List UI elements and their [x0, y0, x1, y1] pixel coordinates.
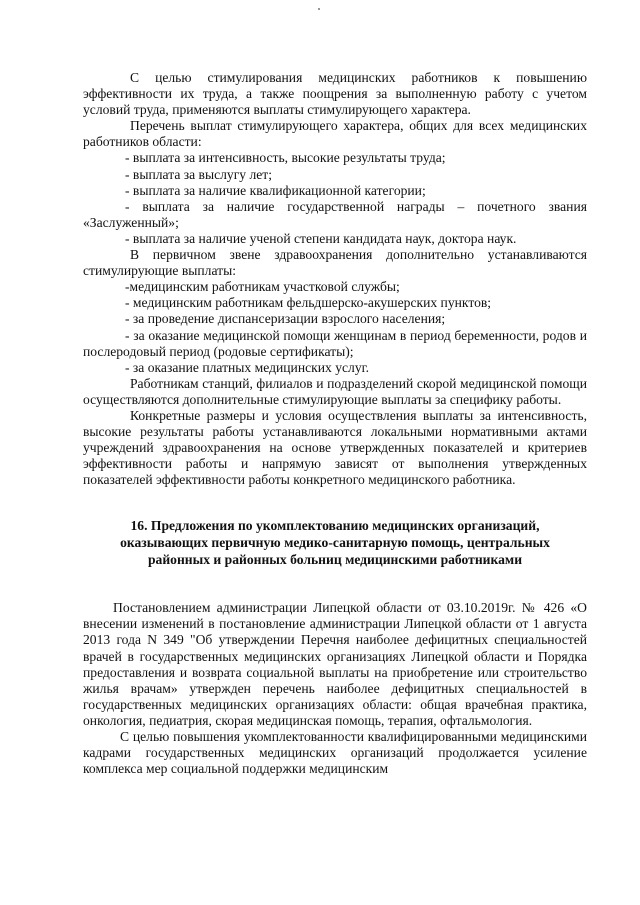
list-item: - выплата за наличие государственной награды – почетного звания «Заслуженный»;	[83, 198, 587, 230]
list-item: - выплата за выслугу лет;	[125, 166, 273, 182]
paragraph-primary-care-intro: В первичном звене здравоохранения дополнительно устанавливаются стимулирующие выплаты:	[83, 247, 587, 279]
list-item: - выплата за интенсивность, высокие результаты труда;	[125, 150, 446, 166]
paragraph-stimulation-purpose: С целью стимулирования медицинских работников к повышению эффективности их труда, а также поощрения за выполненную работу с учетом условий труда, применяются выплаты стимулирующего характера.	[83, 70, 587, 118]
list-item: - за оказание медицинской помощи женщинам в период беременности, родов и послеродовый период (родовые сертификаты);	[83, 327, 587, 359]
paragraph-ambulance-payments: Работникам станций, филиалов и подразделений скорой медицинской помощи осуществляются дополнительные стимулирующие выплаты за специфику работы.	[83, 375, 587, 407]
section-heading: 16. Предложения по укомплектованию медицинских организаций, оказывающих первичную медико-санитарную помощь, центральных районных и районных больниц медицинскими работниками	[120, 518, 550, 567]
paragraph-payment-conditions: Конкретные размеры и условия осуществления выплаты за интенсивность, высокие результаты работы устанавливаются локальными нормативными актами учреждений здравоохранения на основе утвержденных показателей и критериев эффективности работы и напрямую зависят от выполнения утвержденных показателей эффективности работы конкретного медицинского работника.	[83, 407, 587, 488]
scan-speck	[318, 8, 320, 10]
list-common-payments	[83, 150, 587, 247]
list-item: - за оказание платных медицинских услуг.	[125, 359, 370, 375]
paragraph-resolution: Постановлением администрации Липецкой области от 03.10.2019г. № 426 «О внесении изменений в постановление администрации Липецкой области от 1 августа 2013 года N 349 "Об утверждении Перечня наиболее дефицитных специальностей врачей в государственных медицинских организациях Липецкой области и Порядка предоставления и возврата социальной выплаты на приобретение или строительство жилья врачам» утвержден перечень наиболее дефицитных специальностей в государственных медицинских организациях области: общая врачебная практика, онкология, педиатрия, скорая медицинская помощь, терапия, офтальмология.	[83, 600, 587, 728]
list-item: - выплата за наличие квалификационной категории;	[125, 182, 426, 198]
list-item: -медицинским работникам участковой службы;	[125, 279, 400, 295]
paragraph-staffing-measures: С целью повышения укомплектованности квалифицированными медицинскими кадрами государственных медицинских организаций продолжается усиление комплекса мер социальной поддержки медицинским	[83, 728, 587, 777]
list-primary-care-payments	[83, 279, 587, 376]
list-item: - выплата за наличие ученой степени кандидата наук, доктора наук.	[125, 230, 517, 246]
paragraph-common-payments-intro: Перечень выплат стимулирующего характера, общих для всех медицинских работников области:	[83, 118, 587, 150]
document-page	[83, 70, 587, 777]
list-item: - медицинским работникам фельдшерско-акушерских пунктов;	[125, 295, 492, 311]
list-item: - за проведение диспансеризации взрослого населения;	[125, 311, 446, 327]
